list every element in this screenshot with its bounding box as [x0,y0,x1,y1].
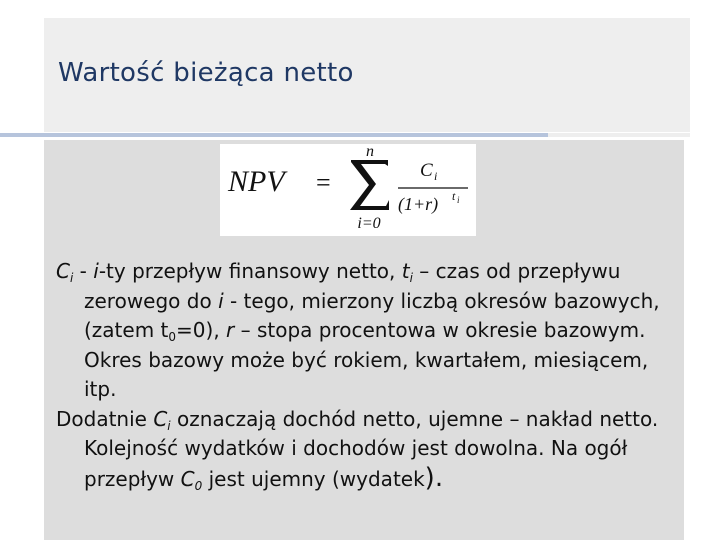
description-text [56,257,686,494]
numerator: C [420,160,433,181]
sum-lower: i=0 [357,215,381,232]
formula-graphic [220,144,476,236]
title-divider-end [548,133,690,137]
denominator-exp: t [452,189,456,203]
npv-formula [220,144,476,236]
formula-lhs: NPV [228,165,285,198]
slide-corner [0,0,44,138]
formula-equals: = [316,168,331,197]
numerator-sub: i [434,169,438,183]
sum-upper: n [366,144,374,160]
sigma-symbol [350,160,389,210]
slide-title: Wartość bieżąca netto [58,58,354,88]
definitions-paragraph: $C_i - i-ty$ przepływ finansowy netto, $t_i$ – czas od przepływu zerowego do i - tego, mierzony liczbą okresów bazowych,(zatem $t_0=0$), r – stopa procentowa w okresie bazowym. Okres bazowy może być rokiem, kwartałem, miesiącem, itp. [56,259,660,401]
denominator-exp-sub: i [457,195,460,205]
sign-paragraph: Dodatnie $C_i$ oznaczają dochód netto, ujemne – nakład netto. Kolejność wydatków i dochodów jest dowolna. Na ogół przepływ $C_0$ jest ujemny (wydatek). [56,406,659,493]
c-symbol: C [56,259,70,283]
title-divider [0,133,548,137]
denominator: (1+r) [398,194,439,214]
